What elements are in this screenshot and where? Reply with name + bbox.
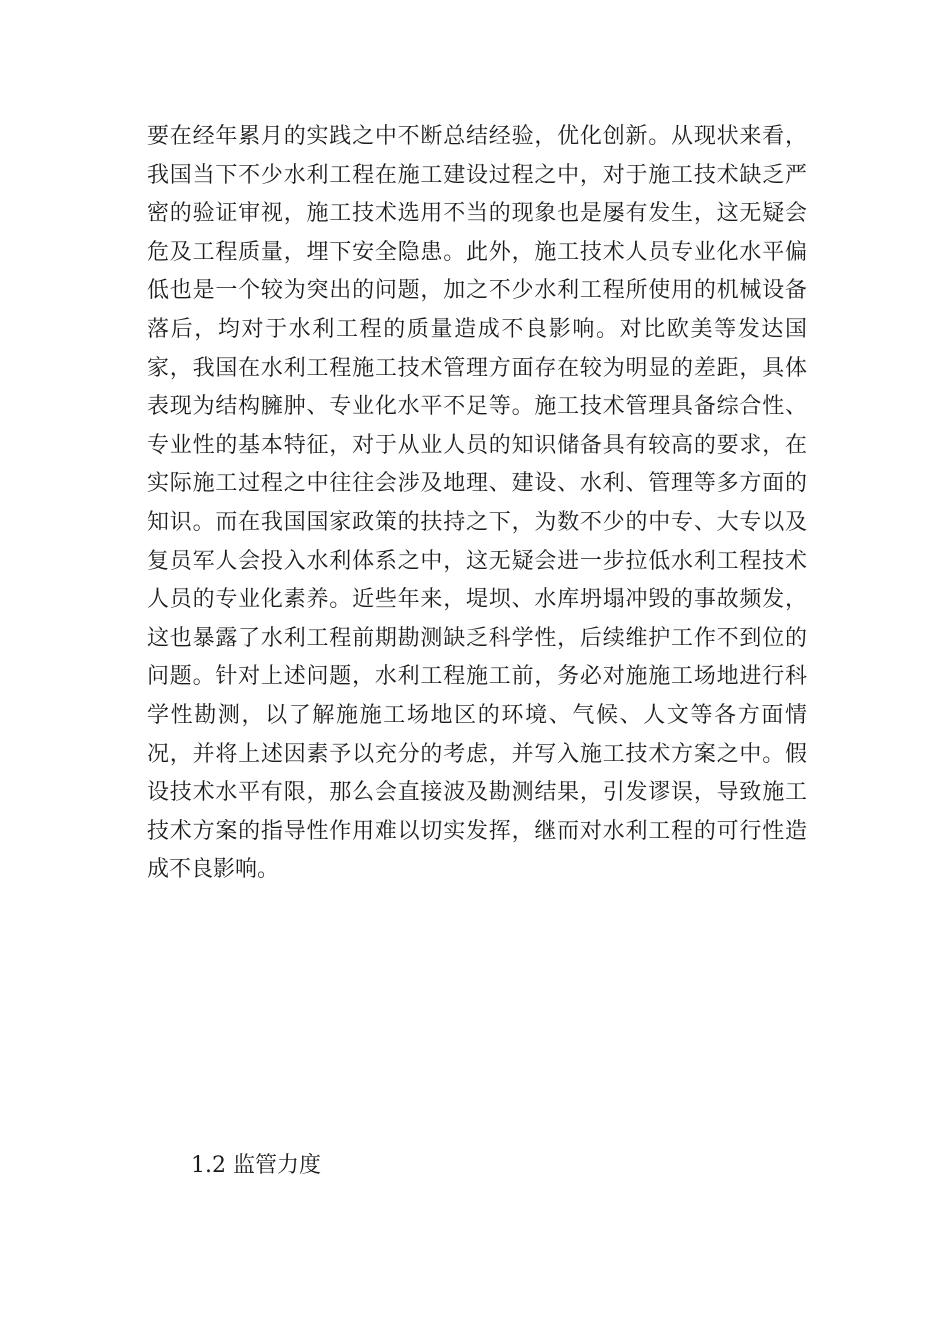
paragraph-line: 复员军人会投入水利体系之中，这无疑会进一步拉低水利工程技术: [147, 548, 807, 574]
paragraph-line: 危及工程质量，埋下安全隐患。此外，施工技术人员专业化水平偏: [147, 239, 807, 265]
paragraph-line: 表现为结构臃肿、专业化水平不足等。施工技术管理具备综合性、: [147, 394, 807, 420]
paragraph-line: 落后，均对于水利工程的质量造成不良影响。对比欧美等发达国: [147, 316, 807, 342]
paragraph-line: 设技术水平有限，那么会直接波及勘测结果，引发谬误，导致施工: [147, 780, 807, 806]
paragraph-line: 要在经年累月的实践之中不断总结经验，优化创新。从现状来看，: [147, 124, 807, 149]
paragraph-line: 况，并将上述因素予以充分的考虑，并写入施工技术方案之中。假: [147, 741, 807, 767]
paragraph-line: 技术方案的指导性作用难以切实发挥，继而对水利工程的可行性造: [147, 818, 807, 844]
paragraph-line: 问题。针对上述问题，水利工程施工前，务必对施施工场地进行科: [147, 664, 807, 690]
paragraph-line: 家，我国在水利工程施工技术管理方面存在较为明显的差距，具体: [147, 355, 807, 381]
paragraph-line: 成不良影响。: [147, 857, 280, 883]
paragraph-line: 人员的专业化素养。近些年来，堤坝、水库坍塌冲毁的事故频发，: [147, 587, 807, 613]
paragraph-line: 知识。而在我国国家政策的扶持之下，为数不少的中专、大专以及: [147, 509, 807, 535]
paragraph-line: 学性勘测，以了解施施工场地区的环境、气候、人文等各方面情: [147, 702, 807, 728]
paragraph-line: 我国当下不少水利工程在施工建设过程之中，对于施工技术缺乏严: [147, 162, 807, 188]
body-paragraph: [147, 118, 807, 890]
paragraph-line: 密的验证审视，施工技术选用不当的现象也是屡有发生，这无疑会: [147, 201, 807, 227]
section-heading: 1.2 监管力度: [191, 1153, 321, 1178]
paragraph-line: 这也暴露了水利工程前期勘测缺乏科学性，后续维护工作不到位的: [147, 625, 807, 651]
paragraph-line: 实际施工过程之中往往会涉及地理、建设、水利、管理等多方面的: [147, 471, 807, 497]
paragraph-line: 专业性的基本特征，对于从业人员的知识储备具有较高的要求，在: [147, 432, 807, 458]
paragraph-line: 低也是一个较为突出的问题，加之不少水利工程所使用的机械设备: [147, 278, 807, 304]
